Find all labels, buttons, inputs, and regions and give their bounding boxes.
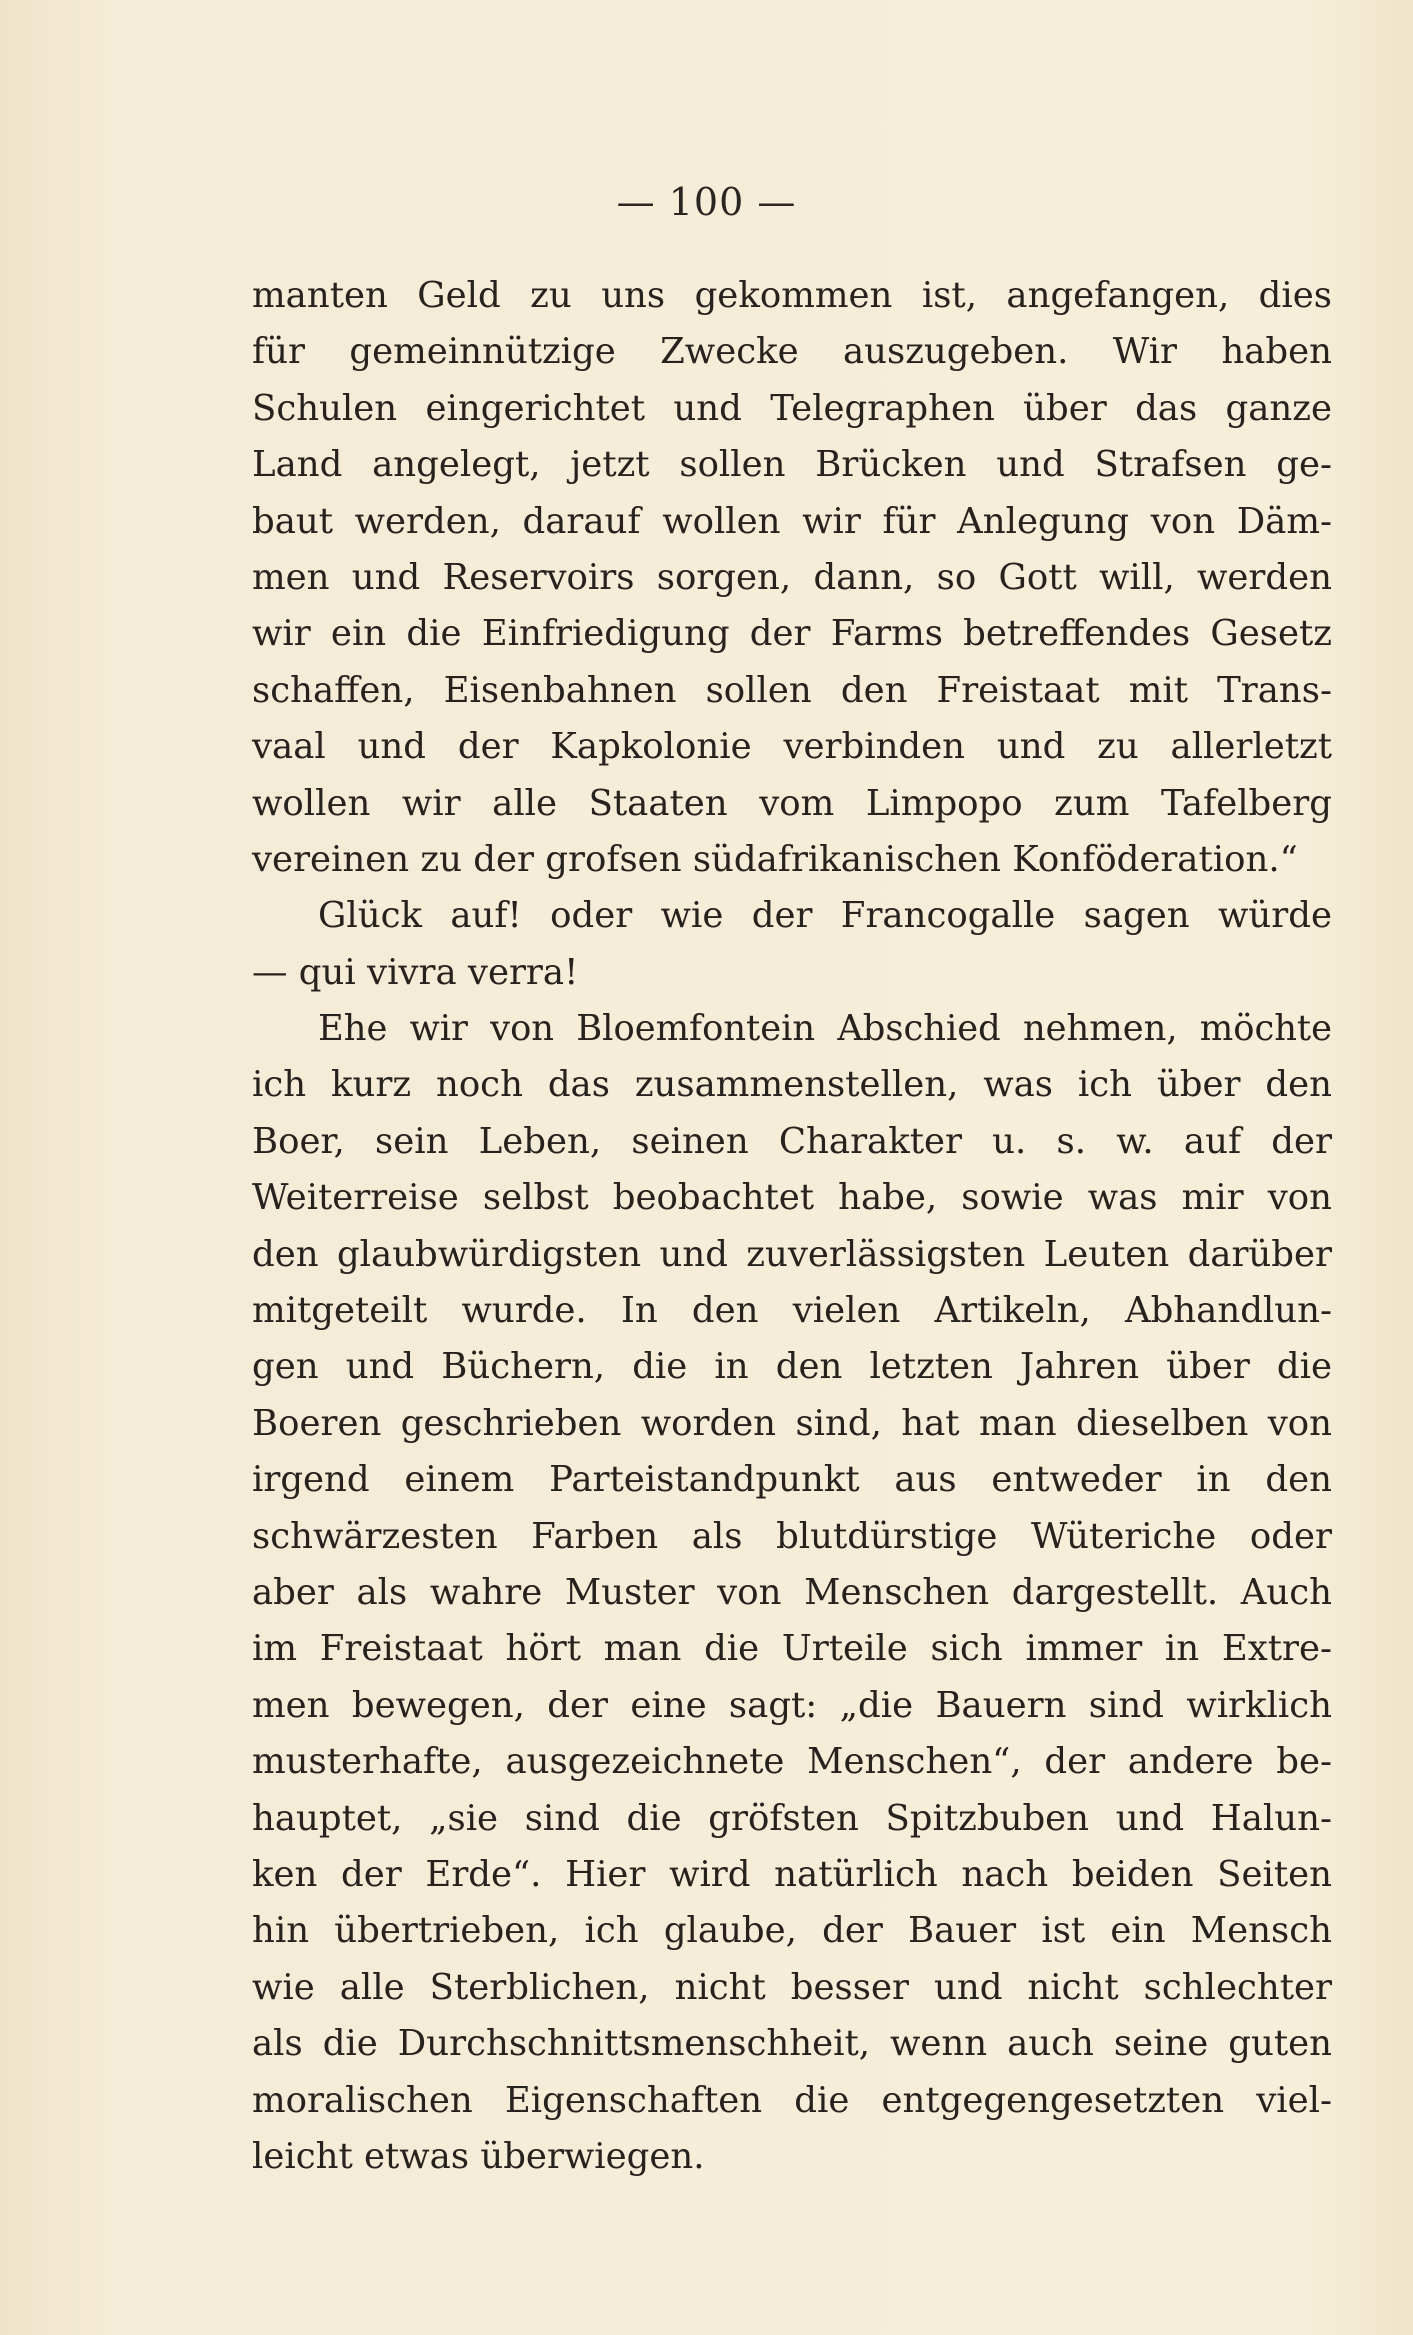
text-line: wie alle Sterblichen, nicht besser und nicht schlechter (252, 1966, 1332, 2008)
text-line: Ehe wir von Bloemfontein Abschied nehmen, möchte (318, 1008, 1332, 1050)
text-line: vereinen zu der grofsen südafrikanischen Konföderation.“ (252, 838, 1298, 880)
text-line: für gemeinnützige Zwecke auszugeben. Wir haben (252, 331, 1332, 373)
text-line: Schulen eingerichtet und Telegraphen über das ganze (252, 387, 1332, 429)
text-line: moralischen Eigenschaften die entgegengesetzten viel- (252, 2079, 1332, 2121)
text-line: als die Durchschnittsmenschheit, wenn auch seine guten (252, 2023, 1332, 2065)
text-line: Boeren geschrieben worden sind, hat man dieselben von (252, 1402, 1332, 1444)
text-line: gen und Büchern, die in den letzten Jahren über die (252, 1346, 1332, 1388)
text-line: wollen wir alle Staaten vom Limpopo zum Tafelberg (252, 782, 1332, 824)
body-text (252, 268, 1332, 2185)
text-line: baut werden, darauf wollen wir für Anlegung von Däm- (252, 500, 1332, 542)
text-line: schwärzesten Farben als blutdürstige Wüteriche oder (252, 1515, 1332, 1557)
text-line: leicht etwas überwiegen. (252, 2135, 705, 2177)
text-line: Glück auf! oder wie der Francogalle sagen würde (318, 895, 1332, 937)
text-line: Boer, sein Leben, seinen Charakter u. s. w. auf der (252, 1120, 1332, 1162)
text-line: aber als wahre Muster von Menschen dargestellt. Auch (252, 1571, 1332, 1613)
text-line: — qui vivra verra! (252, 951, 579, 993)
text-line: mitgeteilt wurde. In den vielen Artikeln, Abhandlun- (252, 1290, 1332, 1332)
text-line: irgend einem Parteistandpunkt aus entweder in den (252, 1459, 1332, 1501)
text-line: den glaubwürdigsten und zuverlässigsten Leuten darüber (252, 1233, 1332, 1275)
text-line: hin übertrieben, ich glaube, der Bauer ist ein Mensch (252, 1910, 1332, 1952)
text-line: vaal und der Kapkolonie verbinden und zu allerletzt (252, 726, 1332, 768)
text-line: musterhafte, ausgezeichnete Menschen“, der andere be- (252, 1741, 1332, 1783)
text-line: Land angelegt, jetzt sollen Brücken und Strafsen ge- (252, 444, 1332, 486)
page-number: — 100 — (616, 180, 797, 224)
text-line: men bewegen, der eine sagt: „die Bauern sind wirklich (252, 1684, 1332, 1726)
text-line: im Freistaat hört man die Urteile sich immer in Extre- (252, 1628, 1332, 1670)
text-line: Weiterreise selbst beobachtet habe, sowie was mir von (252, 1177, 1332, 1219)
text-line: ich kurz noch das zusammenstellen, was ich über den (252, 1064, 1332, 1106)
text-line: men und Reservoirs sorgen, dann, so Gott will, werden (252, 556, 1332, 598)
text-line: schaffen, Eisenbahnen sollen den Freistaat mit Trans- (252, 669, 1332, 711)
text-line: manten Geld zu uns gekommen ist, angefangen, dies (252, 275, 1332, 316)
text-line: ken der Erde“. Hier wird natürlich nach beiden Seiten (252, 1853, 1332, 1895)
text-line: hauptet, „sie sind die gröfsten Spitzbuben und Halun- (252, 1797, 1332, 1839)
text-line: wir ein die Einfriedigung der Farms betreffendes Gesetz (252, 613, 1332, 655)
